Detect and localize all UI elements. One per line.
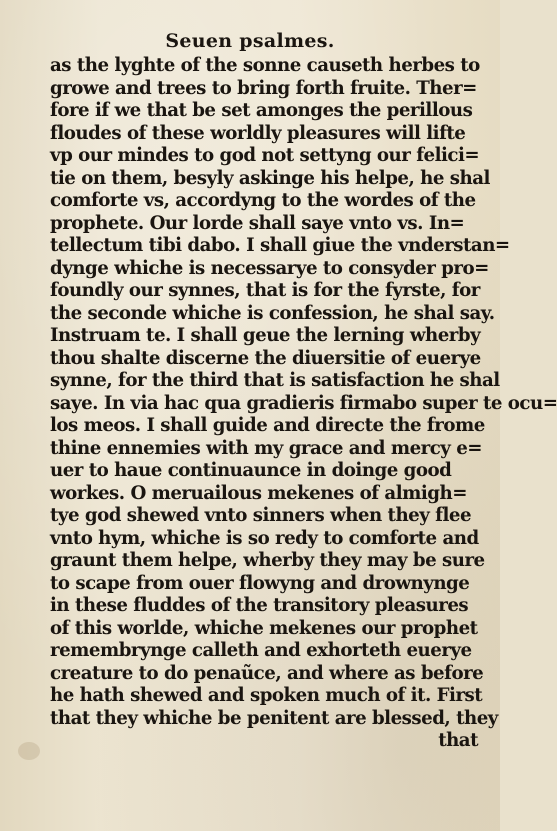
text-line: that they whiche be penitent are blessed, they <box>50 707 498 729</box>
catchword: that <box>438 730 478 751</box>
text-line: los meos. I shall guide and directe the frome <box>50 415 485 436</box>
text-line: uer to haue continuaunce in doinge good <box>50 460 452 481</box>
text-line: as the lyghte of the sonne causeth herbes to <box>50 55 480 76</box>
running-head: Seuen psalmes. <box>165 30 335 52</box>
text-line: remembrynge calleth and exhorteth euerye <box>50 640 472 661</box>
text-line: he hath shewed and spoken much of it. First <box>50 685 483 706</box>
text-line: vnto hym, whiche is so redy to comforte and <box>50 527 479 549</box>
text-line: synne, for the third that is satisfaction he shal <box>50 370 500 391</box>
text-line: in these fluddes of the transitory pleasures <box>50 595 469 616</box>
text-line: workes. O meruailous mekenes of almigh= <box>50 482 467 504</box>
text-line: the seconde whiche is confession, he shal say. <box>50 302 495 324</box>
page-body <box>50 55 557 753</box>
text-line: prophete. Our lorde shall saye vnto vs. In= <box>50 212 465 234</box>
text-line: comforte vs, accordyng to the wordes of the <box>50 190 476 211</box>
text-line: floudes of these worldly pleasures will lifte <box>50 122 466 144</box>
text-line: tellectum tibi dabo. I shall giue the vnderstan= <box>50 235 510 256</box>
text-line: saye. In via hac qua gradieris firmabo super te ocu= <box>50 392 557 414</box>
text-line: tie on them, besyly askinge his helpe, he shal <box>50 167 490 189</box>
paper-stain <box>18 742 40 760</box>
text-line: fore if we that be set amonges the perillous <box>50 100 473 121</box>
text-line: dynge whiche is necessarye to consyder pro= <box>50 257 489 279</box>
text-line: tye god shewed vnto sinners when they flee <box>50 505 472 526</box>
text-line: foundly our synnes, that is for the fyrste, for <box>50 280 480 301</box>
text-line: Instruam te. I shall geue the lerning wherby <box>50 325 481 346</box>
text-line: creature to do penaũce, and where as before <box>50 662 484 684</box>
text-line: graunt them helpe, wherby they may be sure <box>50 550 485 571</box>
text-line: vp our mindes to god not settyng our felici= <box>50 145 480 166</box>
text-line: of this worlde, whiche mekenes our prophet <box>50 617 478 639</box>
text-line: thine ennemies with my grace and mercy e= <box>50 437 483 459</box>
text-line: to scape from ouer flowyng and drownynge <box>50 572 470 594</box>
text-line: thou shalte discerne the diuersitie of euerye <box>50 347 481 369</box>
text-line: growe and trees to bring forth fruite. Ther= <box>50 77 477 99</box>
